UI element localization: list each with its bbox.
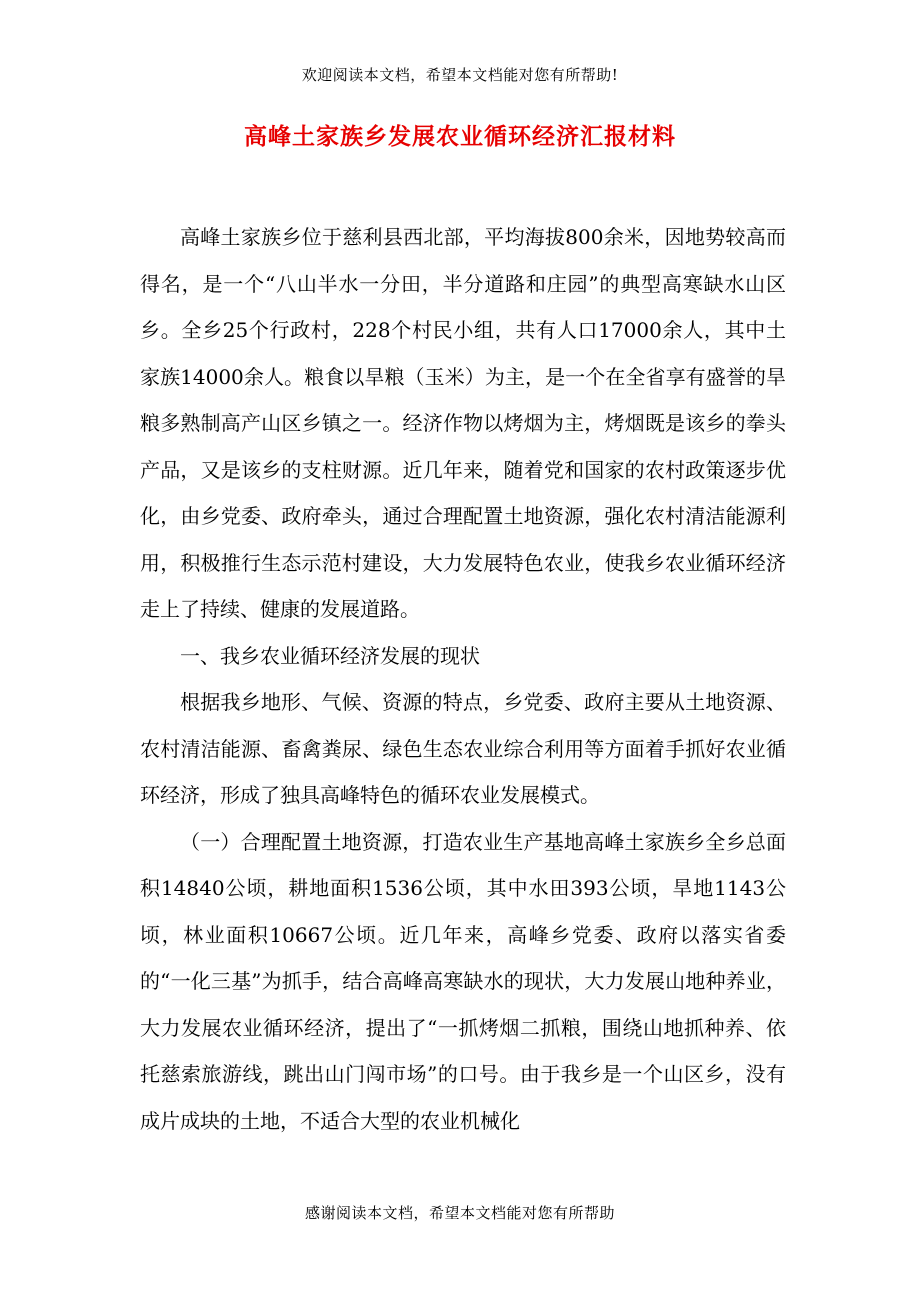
paragraph-intro: 高峰土家族乡位于慈利县西北部，平均海拔800余米，因地势较高而得名，是一个“八山半水一分田，半分道路和庄园”的典型高寒缺水山区乡。全乡25个行政村，228个村民小组，共有人口17000余人，其中土家族14000余人。粮食以旱粮（玉米）为主，是一个在全省享有盛誉的旱粮多熟制高产山区乡镇之一。经济作物以烤烟为主，烤烟既是该乡的拳头产品，又是该乡的支柱财源。近几年来，随着党和国家的农村政策逐步优化，由乡党委、政府牵头，通过合理配置土地资源，强化农村清洁能源利用，积极推行生态示范村建设，大力发展特色农业，使我乡农业循环经济走上了持续、健康的发展道路。: [140, 225, 786, 621]
footer-note: 感谢阅读本文档，希望本文档能对您有所帮助: [304, 1204, 615, 1222]
document-body: [140, 214, 786, 1144]
document-title: 高峰土家族乡发展农业循环经济汇报材料: [244, 123, 676, 150]
header-note: 欢迎阅读本文档，希望本文档能对您有所帮助!: [301, 66, 619, 84]
paragraph-overview: 根据我乡地形、气候、资源的特点，乡党委、政府主要从土地资源、农村清洁能源、畜禽粪尿、绿色生态农业综合利用等方面着手抓好农业循环经济，形成了独具高峰特色的循环农业发展模式。: [140, 690, 786, 807]
paragraph-subsection-1: （一）合理配置土地资源，打造农业生产基地高峰土家族乡全乡总面积14840公顷，耕地面积1536公顷，其中水田393公顷，旱地1143公顷，林业面积10667公顷。近几年来，高峰乡党委、政府以落实省委的“一化三基”为抓手，结合高峰高寒缺水的现状，大力发展山地种养业，大力发展农业循环经济，提出了“一抓烤烟二抓粮，围绕山地抓种养、依托慈索旅游线，跳出山门闯市场”的口号。由于我乡是一个山区乡，没有成片成块的土地，不适合大型的农业机械化: [140, 829, 786, 1133]
section-heading-1: 一、我乡农业循环经济发展的现状: [180, 643, 480, 668]
